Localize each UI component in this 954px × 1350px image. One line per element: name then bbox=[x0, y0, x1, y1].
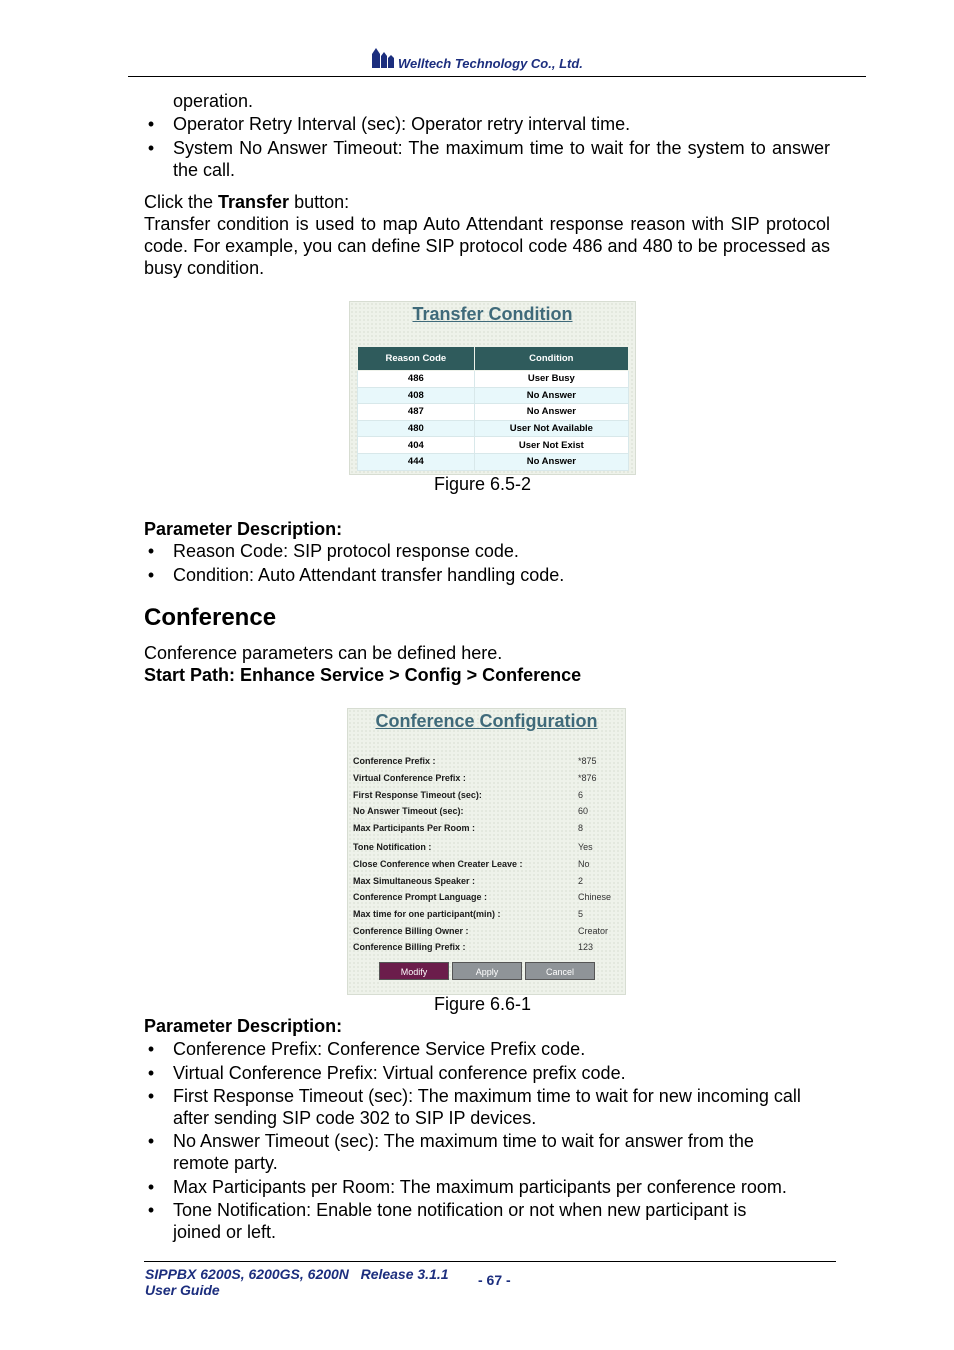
config-row bbox=[353, 859, 621, 873]
transfer-instruction bbox=[144, 191, 349, 213]
condition-cell: User Busy bbox=[474, 371, 628, 388]
transfer-condition-table bbox=[357, 346, 629, 471]
bullet-dot: • bbox=[147, 1200, 155, 1220]
config-label: Max time for one participant(min) : bbox=[353, 909, 501, 919]
config-label: Tone Notification : bbox=[353, 842, 432, 852]
config-label: First Response Timeout (sec): bbox=[353, 790, 482, 800]
config-value: Chinese bbox=[578, 892, 612, 902]
config-row bbox=[353, 756, 621, 770]
bullet-text: Tone Notification: Enable tone notification or not when new participant is joined or left. bbox=[173, 1200, 747, 1242]
table-row bbox=[358, 420, 629, 437]
table-row bbox=[358, 404, 629, 421]
config-value: Yes bbox=[578, 842, 593, 852]
transfer-paragraph: Transfer condition is used to map Auto Attendant response reason with SIP protocol code. For example, you can define SIP protocol code 486 and 480 to be processed as busy condition. bbox=[144, 214, 830, 278]
bullet-text: Operator Retry Interval (sec): Operator retry interval time. bbox=[173, 114, 631, 134]
condition-cell: No Answer bbox=[474, 453, 628, 470]
config-value: Creator bbox=[578, 926, 609, 936]
bullet-dot: • bbox=[147, 1086, 155, 1106]
config-label: Max Participants Per Room : bbox=[353, 823, 476, 833]
apply-button[interactable]: Apply bbox=[452, 962, 522, 980]
config-row bbox=[353, 942, 621, 956]
bullet-text: No Answer Timeout (sec): The maximum time to wait for answer from the remote party. bbox=[173, 1131, 754, 1173]
condition-cell: User Not Exist bbox=[474, 437, 628, 454]
table-row bbox=[358, 437, 629, 454]
reason-code-cell: 444 bbox=[358, 453, 475, 470]
bullet-text: Virtual Conference Prefix: Virtual conference prefix code. bbox=[173, 1063, 626, 1083]
table-row bbox=[358, 371, 629, 388]
conference-configuration-screenshot bbox=[347, 708, 626, 995]
param-heading: Parameter Description: bbox=[144, 519, 343, 539]
footer-product-line: SIPPBX 6200S, 6200GS, 6200N Release 3.1.1 bbox=[145, 1266, 449, 1282]
reason-code-cell: 487 bbox=[358, 404, 475, 421]
config-row bbox=[353, 926, 621, 940]
condition-cell: No Answer bbox=[474, 404, 628, 421]
bullet-dot: • bbox=[147, 1039, 155, 1059]
footer-product bbox=[145, 1266, 449, 1298]
config-row bbox=[353, 876, 621, 890]
bullet-text: Condition: Auto Attendant transfer handling code. bbox=[173, 565, 565, 585]
config-label: Virtual Conference Prefix : bbox=[353, 773, 466, 783]
config-value: 5 bbox=[578, 909, 584, 919]
intro-continuation: operation. bbox=[173, 91, 254, 111]
company-logo-icon bbox=[370, 44, 396, 70]
section-intro: Conference parameters can be defined here. bbox=[144, 643, 503, 663]
bullet-text: First Response Timeout (sec): The maximum time to wait for new incoming call after sending SIP code 302 to SIP IP devices. bbox=[173, 1086, 801, 1128]
instruction-button-name: Transfer bbox=[218, 192, 290, 212]
bullet-dot: • bbox=[147, 1177, 155, 1197]
modify-button[interactable]: Modify bbox=[379, 962, 449, 980]
config-value: *876 bbox=[578, 773, 597, 783]
table-row bbox=[358, 387, 629, 404]
figure-title: Conference Configuration bbox=[375, 711, 598, 731]
config-label: Conference Prompt Language : bbox=[353, 892, 488, 902]
config-value: No bbox=[578, 859, 590, 869]
config-value: 6 bbox=[578, 790, 584, 800]
config-value: 123 bbox=[578, 942, 594, 952]
footer-guide-line: User Guide bbox=[145, 1282, 220, 1298]
reason-code-cell: 486 bbox=[358, 371, 475, 388]
config-row bbox=[353, 773, 621, 787]
start-path: Start Path: Enhance Service > Config > Conference bbox=[144, 665, 582, 685]
config-label: Max Simultaneous Speaker : bbox=[353, 876, 476, 886]
config-label: No Answer Timeout (sec): bbox=[353, 806, 464, 816]
reason-code-cell: 404 bbox=[358, 437, 475, 454]
condition-cell: User Not Available bbox=[474, 420, 628, 437]
footer-divider bbox=[144, 1261, 836, 1262]
bullet-dot: • bbox=[147, 114, 155, 134]
config-label: Conference Billing Prefix : bbox=[353, 942, 466, 952]
bullet-dot: • bbox=[147, 541, 155, 561]
reason-code-cell: 480 bbox=[358, 420, 475, 437]
bullet-text: System No Answer Timeout: The maximum time to wait for the system to answer the call. bbox=[173, 138, 830, 180]
bullet-dot: • bbox=[147, 138, 155, 158]
config-label: Conference Billing Owner : bbox=[353, 926, 469, 936]
config-value: *875 bbox=[578, 756, 597, 766]
page-header bbox=[128, 40, 866, 77]
cancel-button[interactable]: Cancel bbox=[525, 962, 595, 980]
figure-title: Transfer Condition bbox=[412, 304, 573, 324]
condition-cell: No Answer bbox=[474, 387, 628, 404]
param-heading: Parameter Description: bbox=[144, 1016, 343, 1036]
transfer-condition-screenshot bbox=[349, 301, 636, 475]
instruction-suffix: button: bbox=[289, 192, 350, 212]
company-name: Welltech Technology Co., Ltd. bbox=[398, 56, 583, 71]
config-label: Close Conference when Creater Leave : bbox=[353, 859, 523, 869]
config-row bbox=[353, 823, 621, 837]
config-value: 8 bbox=[578, 823, 584, 833]
bullet-text: Conference Prefix: Conference Service Prefix code. bbox=[173, 1039, 586, 1059]
config-row bbox=[353, 842, 621, 856]
section-heading: Conference bbox=[144, 604, 277, 631]
config-value: 60 bbox=[578, 806, 589, 816]
config-row bbox=[353, 892, 621, 906]
config-row bbox=[353, 806, 621, 820]
figure-caption: Figure 6.6-1 bbox=[434, 994, 532, 1014]
bullet-dot: • bbox=[147, 1063, 155, 1083]
config-label: Conference Prefix : bbox=[353, 756, 436, 766]
reason-code-cell: 408 bbox=[358, 387, 475, 404]
bullet-dot: • bbox=[147, 1131, 155, 1151]
config-row bbox=[353, 909, 621, 923]
instruction-prefix: Click the bbox=[144, 192, 219, 212]
column-header-reason-code: Reason Code bbox=[358, 347, 475, 371]
figure-caption: Figure 6.5-2 bbox=[434, 474, 532, 494]
page-number: - 67 - bbox=[478, 1272, 511, 1288]
bullet-dot: • bbox=[147, 565, 155, 585]
table-row bbox=[358, 453, 629, 470]
config-row bbox=[353, 790, 621, 804]
bullet-text: Max Participants per Room: The maximum participants per conference room. bbox=[173, 1177, 787, 1197]
bullet-text: Reason Code: SIP protocol response code. bbox=[173, 541, 519, 561]
column-header-condition: Condition bbox=[474, 347, 628, 371]
config-value: 2 bbox=[578, 876, 584, 886]
